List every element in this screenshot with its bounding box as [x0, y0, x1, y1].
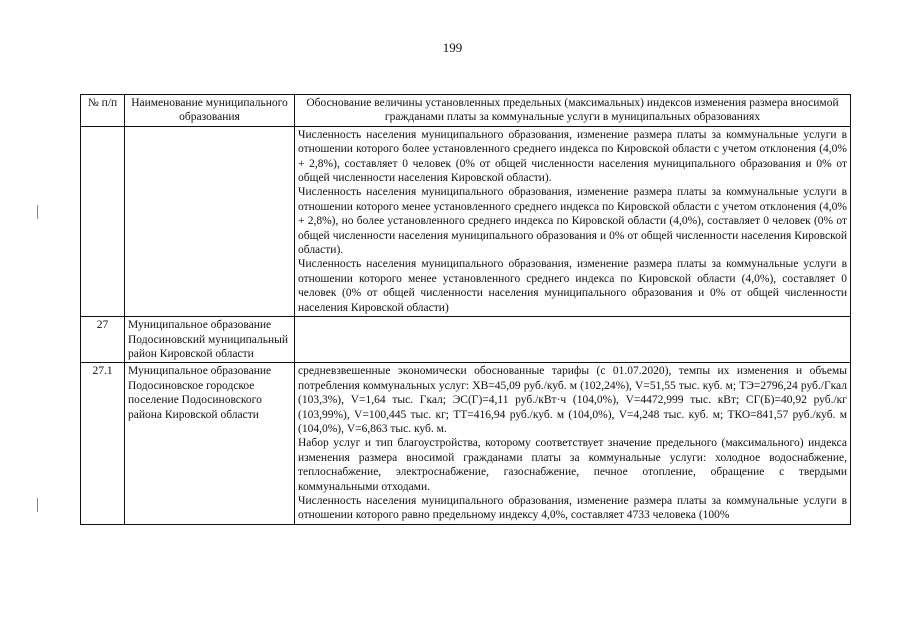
cell-justification: [295, 317, 851, 363]
cell-justification: [295, 126, 851, 316]
header-name: Наименование муниципального образования: [125, 95, 295, 127]
table-row-27: [81, 317, 851, 363]
paragraph: Численность населения муниципального образования, изменение размера платы за коммунальные услуги в отношении которого равно предельному индексу 4,0%, составляет 4733 человека (100%: [298, 494, 847, 522]
paragraph: Численность населения муниципального образования, изменение размера платы за коммунальные услуги в отношении которого менее установленного среднего индекса по Кировской области (4,0%), составляет 0 человек (0% от общей численности населения муниципального образования и 0% от общей численности населения Кировской области): [298, 258, 847, 314]
cell-name: [125, 126, 295, 316]
cell-name: Муниципальное образование Подосиновское городское поселение Подосиновского района Кировской области: [125, 363, 295, 524]
cell-num: 27: [81, 317, 125, 363]
cell-num: [81, 126, 125, 316]
paragraph: Численность населения муниципального образования, изменение размера платы за коммунальные услуги в отношении которого менее установленного среднего индекса по Кировской области с учетом отклонения (4,0% + 2,8%), но более установленного среднего индекса по Кировской области (4,0%), составляет 0 человек (0% от общей численности населения муниципального образования и 0% от общей численности населения Кировской области).: [298, 186, 847, 257]
tariff-index-table: [80, 94, 851, 525]
margin-mark: [37, 498, 38, 512]
table-row-continuation: [81, 126, 851, 316]
paragraph: средневзвешенные экономически обоснованные тарифы (с 01.07.2020), темпы их изменения и объемы потребления коммунальных услуг: ХВ=45,09 руб./куб. м (102,24%), V=51,55 тыс. куб. м; ТЭ=2796,24 руб./Гкал (103,3%), V=1,64 тыс. Гкал; ЭС(Г)=4,11 руб./кВт·ч (104,0%), V=4472,999 тыс. кВт; СГ(Б)=40,92 руб./кг (103,99%), V=100,445 тыс. кг; ТТ=416,94 руб./куб. м (104,0%), V=4,248 тыс. куб. м; ТКО=841,57 руб./куб. м (104,0%), V=6,863 тыс. куб. м.: [298, 365, 847, 435]
table-header-row: [81, 95, 851, 127]
page-number: 199: [442, 40, 463, 55]
paragraph: Набор услуг и тип благоустройства, которому соответствует значение предельного (максимального) индекса изменения размера вносимой гражданами платы за коммунальные услуги: холодное водоснабжение, теплоснабжение, электроснабжение, газоснабжение, печное отопление, обращение с твердыми коммунальными отходами.: [298, 437, 847, 493]
header-num: № п/п: [81, 95, 125, 127]
header-justification: Обоснование величины установленных предельных (максимальных) индексов изменения размера вносимой гражданами платы за коммунальные услуги в муниципальных образованиях: [295, 95, 851, 127]
table-row-27-1: [81, 363, 851, 524]
margin-mark: [37, 205, 38, 219]
cell-num: 27.1: [81, 363, 125, 524]
paragraph: Численность населения муниципального образования, изменение размера платы за коммунальные услуги в отношении которого более установленного среднего индекса по Кировской области с учетом отклонения (4,0% + 2,8%), составляет 0 человек (0% от общей численности населения муниципального образования и 0% от общей численности населения Кировской области).: [298, 128, 847, 185]
cell-justification: [295, 363, 851, 524]
cell-name: Муниципальное образование Подосиновский муниципальный район Кировской области: [125, 317, 295, 363]
